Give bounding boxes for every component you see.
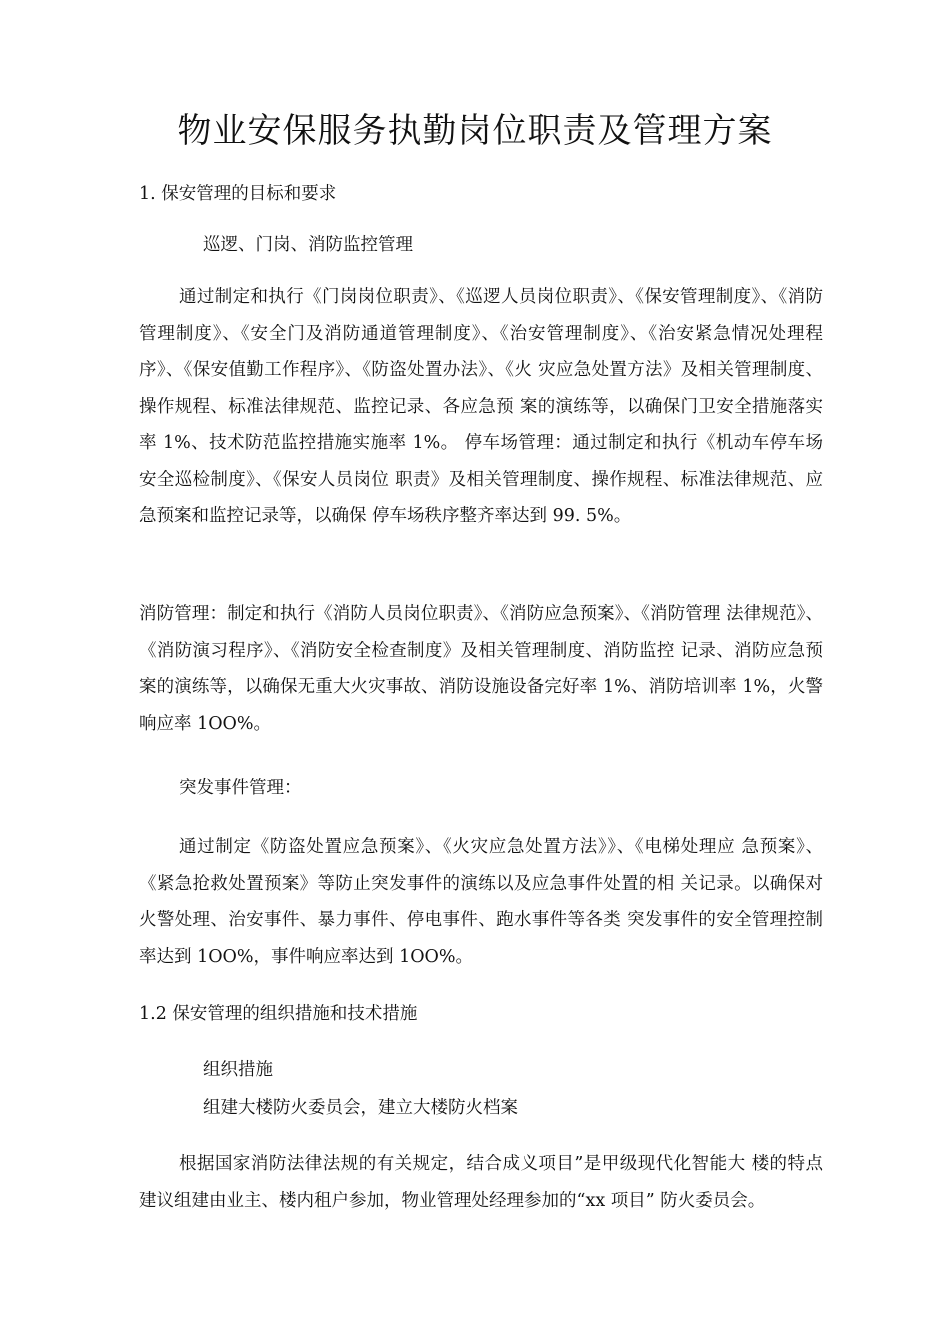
section-2-subheading-1: 组织措施 [203,1060,273,1080]
section-2-heading: 1.2 保安管理的组织措施和技术措施 [139,1004,418,1024]
section-2-subheading-2: 组建大楼防火委员会，建立大楼防火档案 [203,1098,518,1118]
section-1-heading: 1. 保安管理的目标和要求 [139,184,337,204]
document-title: 物业安保服务执勤岗位职责及管理方案 [177,111,773,151]
section-1-paragraph-3: 通过制定《防盗处置应急预案》、《火灾应急处置方法》》、《电梯处理应 急预案》、《紧急抢救处置预案》等防止突发事件的演练以及应急事件处置的相 关记录。以确保对火警处理、治安事件、暴力事件、停电事件、跑水事件等各类 突发事件的安全管理控制率达到 1OO%，事件响应率达到 1OO%。 [139,837,823,967]
emergency-management-heading: 突发事件管理： [179,778,302,798]
section-1-paragraph-1: 通过制定和执行《门岗岗位职责》、《巡逻人员岗位职责》、《保安管理制度》、《消防管理制度》、《安全门及消防通道管理制度》、《治安管理制度》、《治安紧急情况处理程序》、《保安值勤工作程序》、《防盗处置办法》、《火 灾应急处置方法》及相关管理制度、操作规程、标准法律规范、监控记录、各应急预 案的演练等，以确保门卫安全措施落实率 1%、技术防范监控措施实施率 1%。 停车场管理：通过制定和执行《机动车停车场安全巡检制度》、《保安人员岗位 职责》及相关管理制度、操作规程、标准法律规范、应急预案和监控记录等，以确保 停车场秩序整齐率达到 99. 5%。 [139,287,823,526]
section-2-paragraph-1: 根据国家消防法律法规的有关规定，结合成义项目”是甲级现代化智能大 楼的特点建议组建由业主、楼内租户参加，物业管理处经理参加的“xx 项目” 防火委员会。 [139,1154,823,1211]
section-1-subheading: 巡逻、门岗、消防监控管理 [203,235,413,255]
section-1-paragraph-2: 消防管理：制定和执行《消防人员岗位职责》、《消防应急预案》、《消防管理 法律规范》、《消防演习程序》、《消防安全检查制度》及相关管理制度、消防监控 记录、消防应急预案的演练等，以确保无重大火灾事故、消防设施设备完好率 1%、消防培训率 1%，火警响应率 1OO%。 [139,604,823,734]
